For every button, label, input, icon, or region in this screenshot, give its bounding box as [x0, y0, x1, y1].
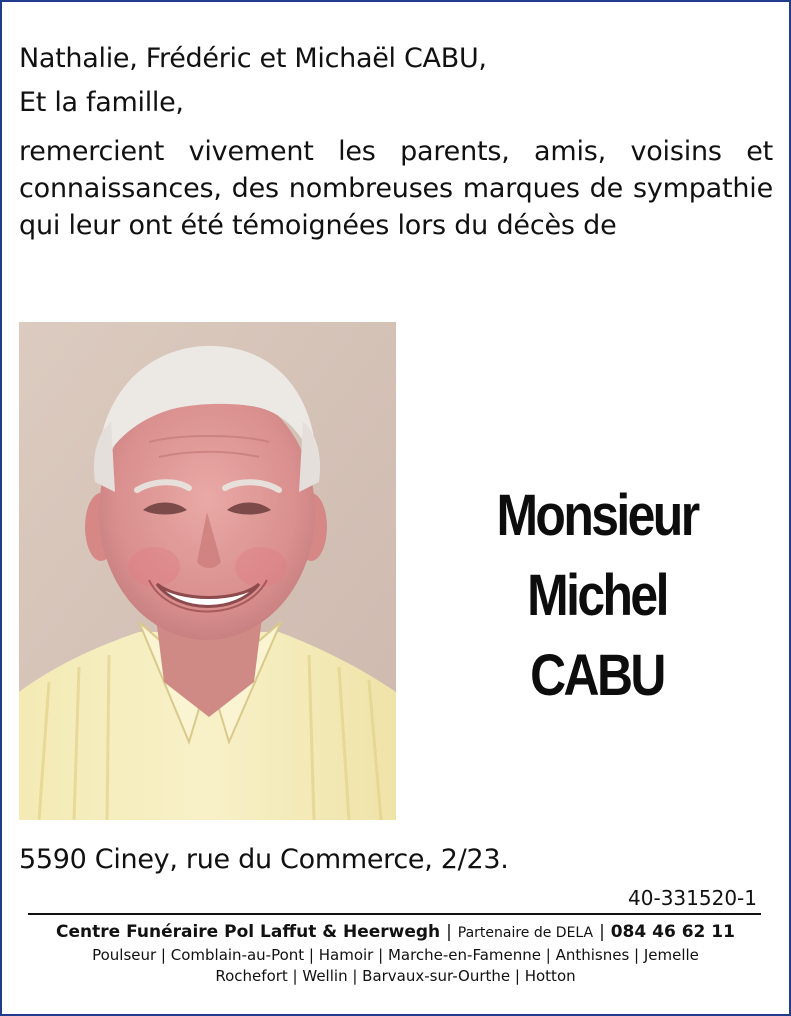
family-address: 5590 Ciney, rue du Commerce, 2/23. [19, 844, 509, 875]
thanks-paragraph: remercient vivement les parents, amis, voisins et connaissances, des nombreuses marques de sympathie qui leur ont été témoignées lors du décès de [19, 136, 773, 241]
funeral-home-name: Centre Funéraire Pol Laffut & Heerwegh [56, 922, 441, 942]
deceased-portrait-photo [19, 322, 396, 820]
partner-label: Partenaire de DELA [457, 925, 594, 941]
funeral-home-line [0, 921, 791, 944]
funeral-home-phone: 084 46 62 11 [610, 922, 735, 942]
reference-number: 40-331520-1 [628, 886, 757, 910]
bereaved-names: Nathalie, Frédéric et Michaël CABU, [19, 43, 487, 74]
footer-divider [28, 913, 761, 915]
deceased-first-name: Michel [527, 563, 667, 628]
deceased-last-name: CABU [530, 643, 664, 708]
family-line: Et la famille, [19, 87, 184, 118]
deceased-name-block [462, 476, 732, 716]
funeral-home-locations-2: Rochefort | Wellin | Barvaux-sur-Ourthe | Hotton [215, 967, 576, 985]
separator: | [446, 922, 452, 942]
portrait-illustration [19, 322, 396, 820]
funeral-home-locations-1: Poulseur | Comblain-au-Pont | Hamoir | Marche-en-Famenne | Anthisnes | Jemelle [92, 946, 699, 964]
separator: | [599, 922, 605, 942]
deceased-title: Monsieur [496, 483, 698, 548]
